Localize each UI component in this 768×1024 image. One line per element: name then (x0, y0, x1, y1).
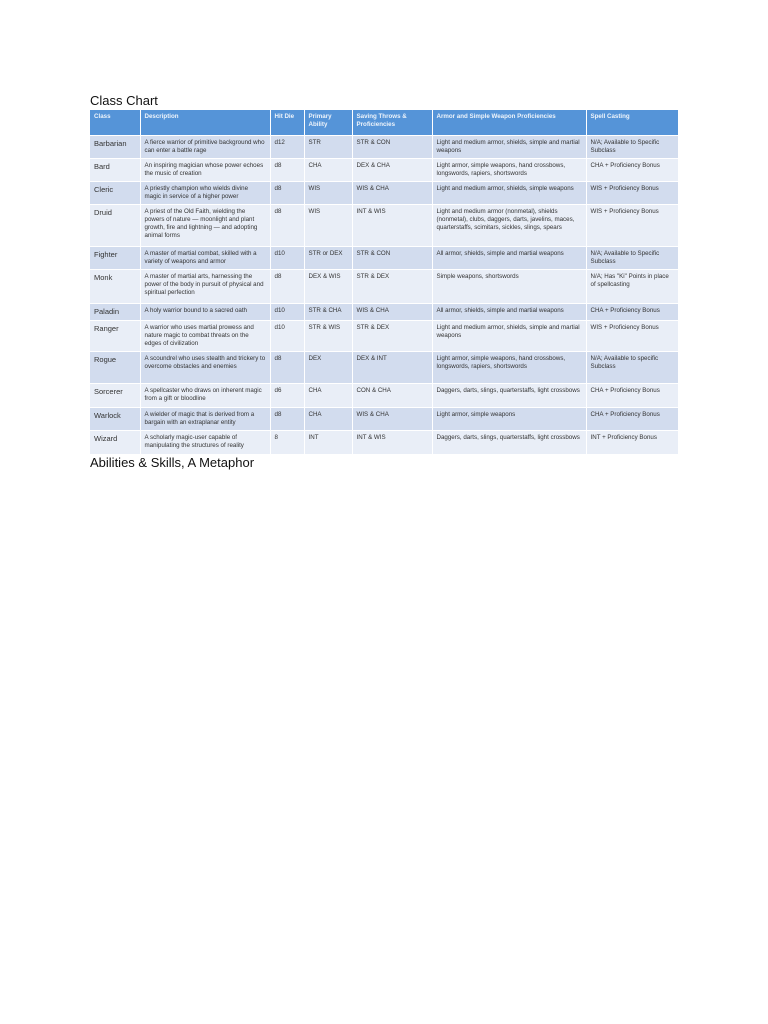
table-cell: INT + Proficiency Bonus (586, 431, 678, 455)
table-cell: Cleric (90, 182, 140, 205)
table-cell: A scoundrel who uses stealth and trickery to overcome obstacles and enemies (140, 352, 270, 384)
table-cell: WIS (304, 205, 352, 247)
table-cell: d8 (270, 270, 304, 304)
table-cell: A spellcaster who draws on inherent magic from a gift or bloodline (140, 384, 270, 408)
column-header: Spell Casting (586, 110, 678, 136)
column-header: Primary Ability (304, 110, 352, 136)
table-cell: STR & CON (352, 247, 432, 270)
section-heading: Abilities & Skills, A Metaphor (90, 455, 255, 470)
table-cell: Daggers, darts, slings, quarterstaffs, light crossbows (432, 384, 586, 408)
table-row (90, 136, 678, 159)
table-cell: A holy warrior bound to a sacred oath (140, 304, 270, 321)
table-cell: Light armor, simple weapons (432, 408, 586, 431)
table-cell: Light armor, simple weapons, hand crossbows, longswords, rapiers, shortswords (432, 159, 586, 182)
table-cell: Light and medium armor, shields, simple and martial weapons (432, 136, 586, 159)
table-cell: All armor, shields, simple and martial weapons (432, 304, 586, 321)
table-cell: STR (304, 136, 352, 159)
table-cell: Warlock (90, 408, 140, 431)
table-cell: A priestly champion who wields divine magic in service of a higher power (140, 182, 270, 205)
column-header: Class (90, 110, 140, 136)
table-cell: A warrior who uses martial prowess and nature magic to combat threats on the edges of civilization (140, 321, 270, 352)
table-cell: DEX & CHA (352, 159, 432, 182)
column-header: Saving Throws & Proficiencies (352, 110, 432, 136)
table-cell: N/A; Available to Specific Subclass (586, 136, 678, 159)
table-cell: A wielder of magic that is derived from a bargain with an extraplanar entity (140, 408, 270, 431)
table-cell: Light and medium armor, shields, simple weapons (432, 182, 586, 205)
table-row (90, 182, 678, 205)
table-row (90, 384, 678, 408)
table-cell: A fierce warrior of primitive background who can enter a battle rage (140, 136, 270, 159)
table-cell: Rogue (90, 352, 140, 384)
table-cell: INT & WIS (352, 431, 432, 455)
table-cell: d8 (270, 352, 304, 384)
table-cell: d10 (270, 247, 304, 270)
table-cell: Ranger (90, 321, 140, 352)
table-cell: Sorcerer (90, 384, 140, 408)
table-cell: DEX & WIS (304, 270, 352, 304)
table-cell: DEX (304, 352, 352, 384)
table-row (90, 321, 678, 352)
table-cell: N/A; Available to Specific Subclass (586, 247, 678, 270)
table-cell: CHA (304, 408, 352, 431)
table-cell: CHA + Proficiency Bonus (586, 159, 678, 182)
page-title: Class Chart (90, 93, 158, 108)
table-cell: WIS + Proficiency Bonus (586, 205, 678, 247)
table-cell: CHA (304, 159, 352, 182)
table-cell: WIS + Proficiency Bonus (586, 321, 678, 352)
table-cell: CON & CHA (352, 384, 432, 408)
table-cell: Daggers, darts, slings, quarterstaffs, light crossbows (432, 431, 586, 455)
table-cell: Wizard (90, 431, 140, 455)
table-cell: d8 (270, 182, 304, 205)
table-cell: WIS (304, 182, 352, 205)
table-cell: CHA + Proficiency Bonus (586, 304, 678, 321)
table-cell: INT (304, 431, 352, 455)
table-cell: DEX & INT (352, 352, 432, 384)
table-row (90, 270, 678, 304)
table-cell: d12 (270, 136, 304, 159)
table-row (90, 159, 678, 182)
table-row (90, 352, 678, 384)
table-cell: WIS & CHA (352, 304, 432, 321)
table-cell: N/A; Available to specific Subclass (586, 352, 678, 384)
table-cell: Simple weapons, shortswords (432, 270, 586, 304)
table-cell: d10 (270, 304, 304, 321)
table-cell: An inspiring magician whose power echoes the music of creation (140, 159, 270, 182)
table-header-row (90, 110, 678, 136)
class-chart-table (90, 110, 679, 455)
table-cell: d8 (270, 205, 304, 247)
table-cell: STR or DEX (304, 247, 352, 270)
table-cell: d8 (270, 408, 304, 431)
table-cell: INT & WIS (352, 205, 432, 247)
table-cell: CHA + Proficiency Bonus (586, 384, 678, 408)
table-cell: A scholarly magic-user capable of manipulating the structures of reality (140, 431, 270, 455)
table-row (90, 247, 678, 270)
table-cell: STR & CHA (304, 304, 352, 321)
table-cell: d10 (270, 321, 304, 352)
column-header: Hit Die (270, 110, 304, 136)
table-cell: A priest of the Old Faith, wielding the powers of nature — moonlight and plant growth, fire and lightning — and adopting animal forms (140, 205, 270, 247)
table-cell: Bard (90, 159, 140, 182)
table-row (90, 304, 678, 321)
table-cell: Fighter (90, 247, 140, 270)
table-cell: Druid (90, 205, 140, 247)
table-row (90, 205, 678, 247)
table-cell: STR & WIS (304, 321, 352, 352)
table-cell: 8 (270, 431, 304, 455)
table-cell: Barbarian (90, 136, 140, 159)
table-row (90, 408, 678, 431)
table-cell: WIS & CHA (352, 182, 432, 205)
table-cell: d6 (270, 384, 304, 408)
table-cell: CHA (304, 384, 352, 408)
table-cell: All armor, shields, simple and martial weapons (432, 247, 586, 270)
table-cell: Light armor, simple weapons, hand crossbows, longswords, rapiers, shortswords (432, 352, 586, 384)
table-cell: A master of martial arts, harnessing the power of the body in pursuit of physical and spiritual perfection (140, 270, 270, 304)
table-cell: STR & CON (352, 136, 432, 159)
table-row (90, 431, 678, 455)
table-cell: Paladin (90, 304, 140, 321)
table-cell: Light and medium armor (nonmetal), shields (nonmetal), clubs, daggers, darts, javelins, maces, quarterstaffs, scimitars, sickles, slings, spears (432, 205, 586, 247)
table-cell: d8 (270, 159, 304, 182)
table-cell: STR & DEX (352, 270, 432, 304)
table-cell: WIS & CHA (352, 408, 432, 431)
table-cell: Light and medium armor, shields, simple and martial weapons (432, 321, 586, 352)
column-header: Armor and Simple Weapon Proficiencies (432, 110, 586, 136)
table-cell: STR & DEX (352, 321, 432, 352)
table-cell: N/A; Has "Ki" Points in place of spellcasting (586, 270, 678, 304)
table-cell: WIS + Proficiency Bonus (586, 182, 678, 205)
table-cell: CHA + Proficiency Bonus (586, 408, 678, 431)
table-cell: Monk (90, 270, 140, 304)
column-header: Description (140, 110, 270, 136)
table-cell: A master of martial combat, skilled with a variety of weapons and armor (140, 247, 270, 270)
